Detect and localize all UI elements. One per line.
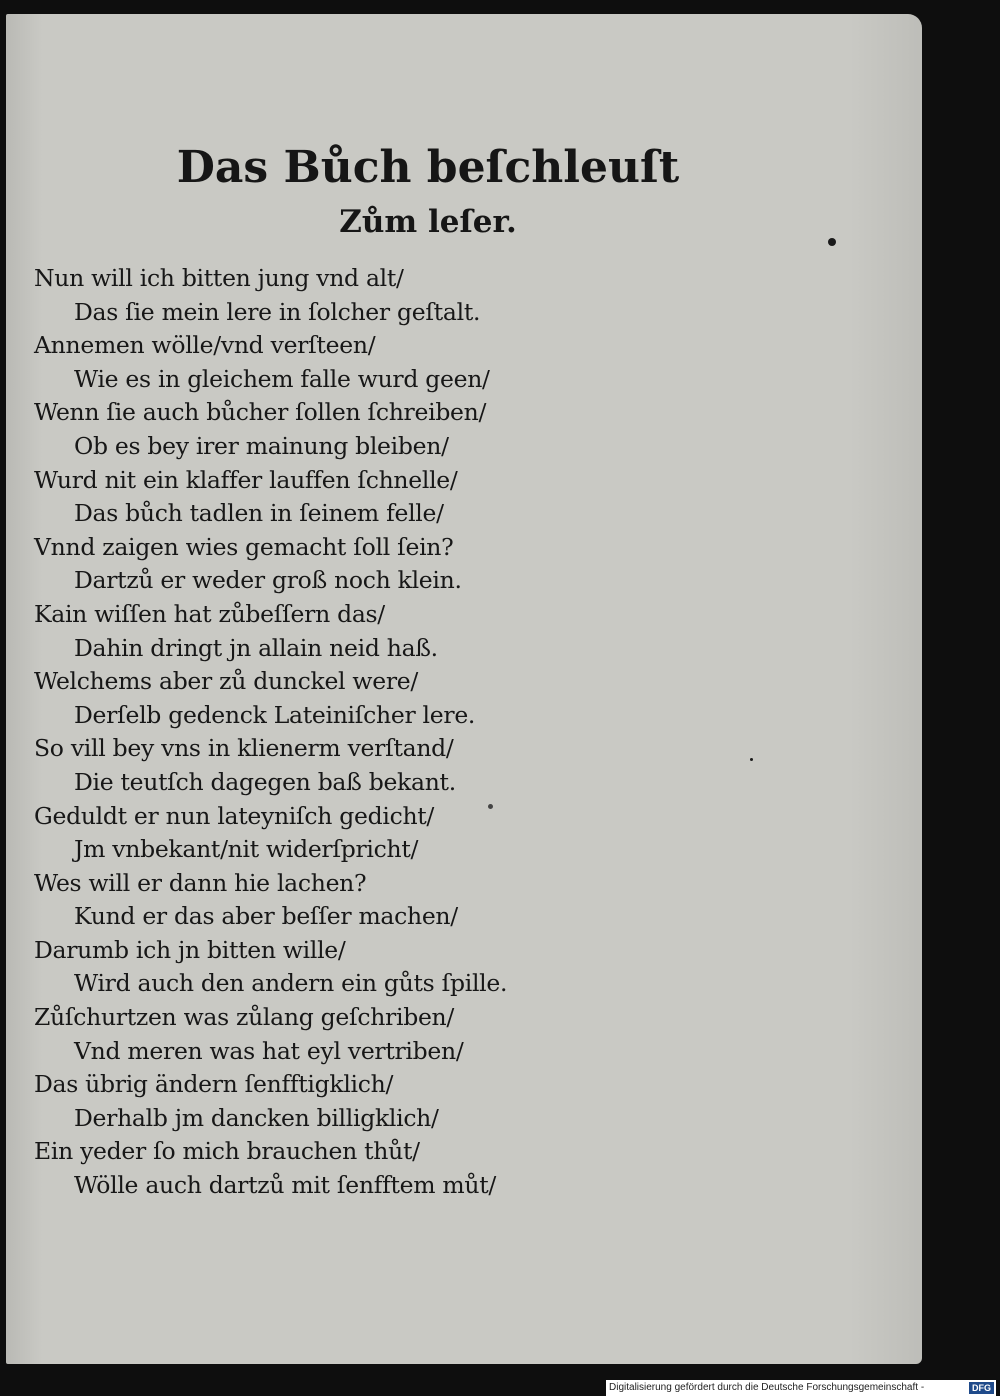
verse-line: Kund er das aber beſſer machen/ [74, 902, 458, 931]
verse-line: Wenn ſie auch bůcher ſollen ſchreiben/ [34, 398, 487, 427]
verse-line: Dahin dringt jn allain neid haß. [74, 633, 438, 662]
verse-line: Das ſie mein lere in ſolcher geſtalt. [74, 297, 481, 326]
verse-line: So vill bey vns in klienerm verſtand/ [34, 734, 454, 763]
verse-line: Welchems aber zů dunckel were/ [34, 667, 419, 696]
verse-line: Vnd meren was hat eyl vertriben/ [74, 1036, 464, 1065]
verse-line: Dartzů er weder groß noch klein. [74, 566, 462, 595]
verse-line: Annemen wölle/vnd verſteen/ [34, 331, 376, 360]
verse-line: Geduldt er nun lateyniſch gedicht/ [34, 801, 435, 830]
footer-text: Digitalisierung gefördert durch die Deutsche Forschungsgemeinschaft - [609, 1382, 925, 1393]
verse-line: Nun will ich bitten jung vnd alt/ [34, 264, 404, 292]
verse-line: Zůſchurtzen was zůlang geſchriben/ [34, 1003, 455, 1032]
ink-spot [750, 758, 753, 761]
verse-line: Wes will er dann hie lachen? [34, 868, 367, 897]
verse-line: Wölle auch dartzů mit ſenfftem můt/ [74, 1171, 496, 1200]
verse-line: Jm vnbekant/nit widerſpricht/ [74, 835, 419, 864]
page-title: Das Bůch beſchleuſt [176, 142, 680, 193]
verse-line: Derſelb gedenck Lateiniſcher lere. [74, 700, 476, 729]
verse-line: Wie es in gleichem falle wurd geen/ [74, 364, 490, 393]
verse-line: Ob es bey irer mainung bleiben/ [74, 431, 449, 460]
verse-line: Vnnd zaigen wies gemacht ſoll ſein? [34, 532, 454, 561]
verse-block [34, 262, 594, 1203]
verse-line: Das übrig ändern ſenfftigklich/ [34, 1070, 394, 1099]
verse-line: Derhalb jm dancken billigklich/ [74, 1103, 439, 1132]
dfg-logo: DFG [969, 1382, 994, 1394]
verse-line: Ein yeder ſo mich brauchen thůt/ [34, 1137, 420, 1166]
verse-line: Darumb ich jn bitten wille/ [34, 935, 346, 964]
book-page [6, 14, 922, 1364]
verse-line: Die teutſch dagegen baß bekant. [74, 767, 456, 796]
ink-spot [488, 804, 493, 809]
verse-line: Wurd nit ein klaffer lauffen ſchnelle/ [34, 465, 458, 494]
ink-spot [828, 238, 836, 246]
verse-line: Kain wiſſen hat zůbeſſern das/ [34, 599, 385, 628]
footer-credit [606, 1380, 996, 1396]
verse-line: Wird auch den andern ein gůts ſpille. [74, 969, 508, 998]
verse-line: Das bůch tadlen in ſeinem felle/ [74, 499, 444, 528]
page-subtitle: Zům leſer. [339, 204, 517, 240]
